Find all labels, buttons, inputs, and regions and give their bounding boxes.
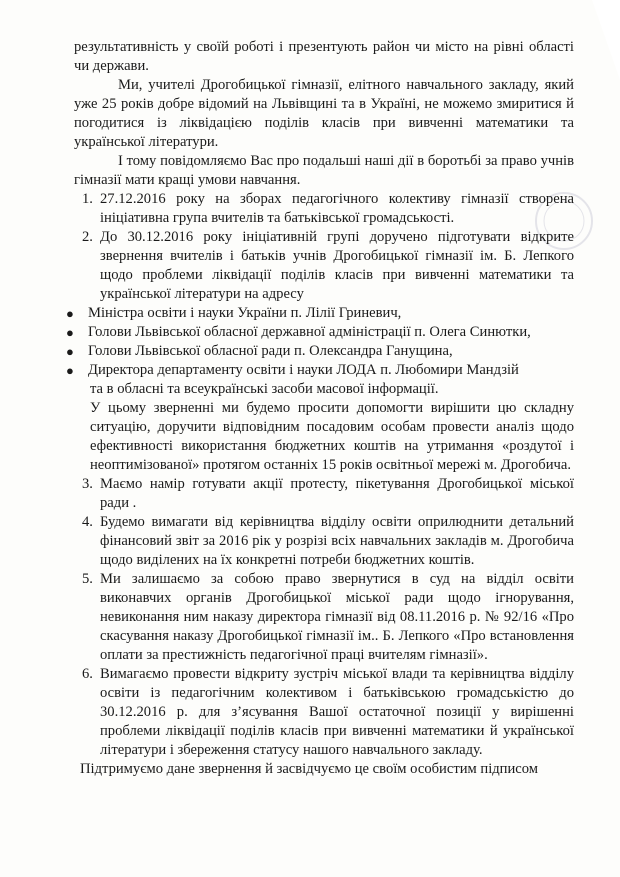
list-item	[62, 323, 574, 342]
paragraph-announcement: І тому повідомляємо Вас про подальші наші дії в боротьбі за право учнів гімназії мати кращі умови навчання.	[74, 153, 574, 188]
bullet-icon: ●	[66, 306, 74, 321]
bullet-icon: ●	[66, 325, 74, 340]
item-text: Ми залишаємо за собою право звернутися в суд на відділ освіти виконавчих органів Дрогобицької міської ради щодо ігнорування, невиконання ним наказу директора гімназії від 08.11.2016 р. № 92/16 «Про скасування наказу Дрогобицької гімназії ім.. Б. Лепкого «Про встановлення оплати за престижність педагогічної праці вчителям гімназії».	[100, 571, 574, 663]
appeal-paragraph: У цьому зверненні ми будемо просити допомогти вирішити цю складну ситуацію, доручити відповідним посадовим особам провести аналіз щодо ефективності використання бюджетних коштів на утримання «роздутої і неоптимізованої» протягом останніх 15 років освітньої мережі м. Дрогобича.	[90, 400, 574, 473]
list-item	[74, 665, 574, 760]
item-text: Вимагаємо провести відкриту зустріч міської влади та керівництва відділу освіти із педагогічним колективом і батьківською громадськістю до 30.12.2016 р. для з’ясування Вашої остаточної позиції у вирішенні проблеми ліквідації поділів класів при вивченні математики й української літератури і збереження статусу нашого навчального закладу.	[100, 666, 574, 758]
recipient-text: Директора департаменту освіти і науки ЛОДА п. Любомири Мандзій	[88, 362, 519, 378]
list-item	[62, 304, 574, 323]
media-line: та в обласні та всеукраїнські засоби масової інформації.	[90, 381, 439, 397]
actions-list-1	[74, 190, 574, 304]
intro-line: результативність у своїй роботі і презентують район чи місто на рівні області чи держави.	[74, 39, 574, 74]
list-item	[74, 570, 574, 665]
item-number: 1.	[82, 191, 93, 207]
item-number: 4.	[82, 514, 93, 530]
list-item	[74, 513, 574, 570]
recipient-text: Голови Львівської обласної ради п. Олександра Ганущина,	[88, 343, 453, 359]
bullet-icon: ●	[66, 363, 74, 378]
item-text: Будемо вимагати від керівництва відділу освіти оприлюднити детальний фінансовий звіт за 2016 рік у розрізі всіх навчальних закладів м. Дрогобича щодо виділених на їх конкретні потреби бюджетних коштів.	[100, 514, 574, 568]
recipients-list	[62, 304, 574, 380]
recipient-text: Голови Львівської обласної державної адміністрації п. Олега Синютки,	[88, 324, 531, 340]
item-number: 3.	[82, 476, 93, 492]
item-number: 2.	[82, 229, 93, 245]
bullet-icon: ●	[66, 344, 74, 359]
list-item	[74, 190, 574, 228]
folded-corner	[592, 0, 620, 80]
item-text: 27.12.2016 року на зборах педагогічного колективу гімназії створена ініціативна група вчителів та батьківської громадськості.	[100, 191, 574, 226]
actions-list-2	[74, 475, 574, 760]
item-number: 6.	[82, 666, 93, 682]
item-text: Маємо намір готувати акції протесту, пікетування Дрогобицької міської ради .	[100, 476, 574, 511]
list-item	[62, 342, 574, 361]
document-body	[66, 38, 574, 779]
item-text: До 30.12.2016 року ініціативній групі доручено підготувати відкрите звернення вчителів і батьків учнів Дрогобицької гімназії ім. Б. Лепкого щодо проблеми ліквідації поділів класів при вивченні математики та української літератури на адресу	[100, 229, 574, 302]
list-item	[74, 228, 574, 304]
paragraph-teachers: Ми, учителі Дрогобицької гімназії, елітного навчального закладу, який уже 25 років добре відомий на Львівщині та в Україні, не можемо змиритися й погодитися із ліквідацією поділів класів при вивченні математики та української літератури.	[74, 77, 574, 150]
closing-line: Підтримуємо дане звернення й засвідчуємо це своїм особистим підписом	[80, 761, 539, 777]
list-item	[62, 361, 574, 380]
recipient-text: Міністра освіти і науки України п. Лілії Гриневич,	[88, 305, 402, 321]
list-item	[74, 475, 574, 513]
item-number: 5.	[82, 571, 93, 587]
appeal-block	[74, 380, 574, 475]
